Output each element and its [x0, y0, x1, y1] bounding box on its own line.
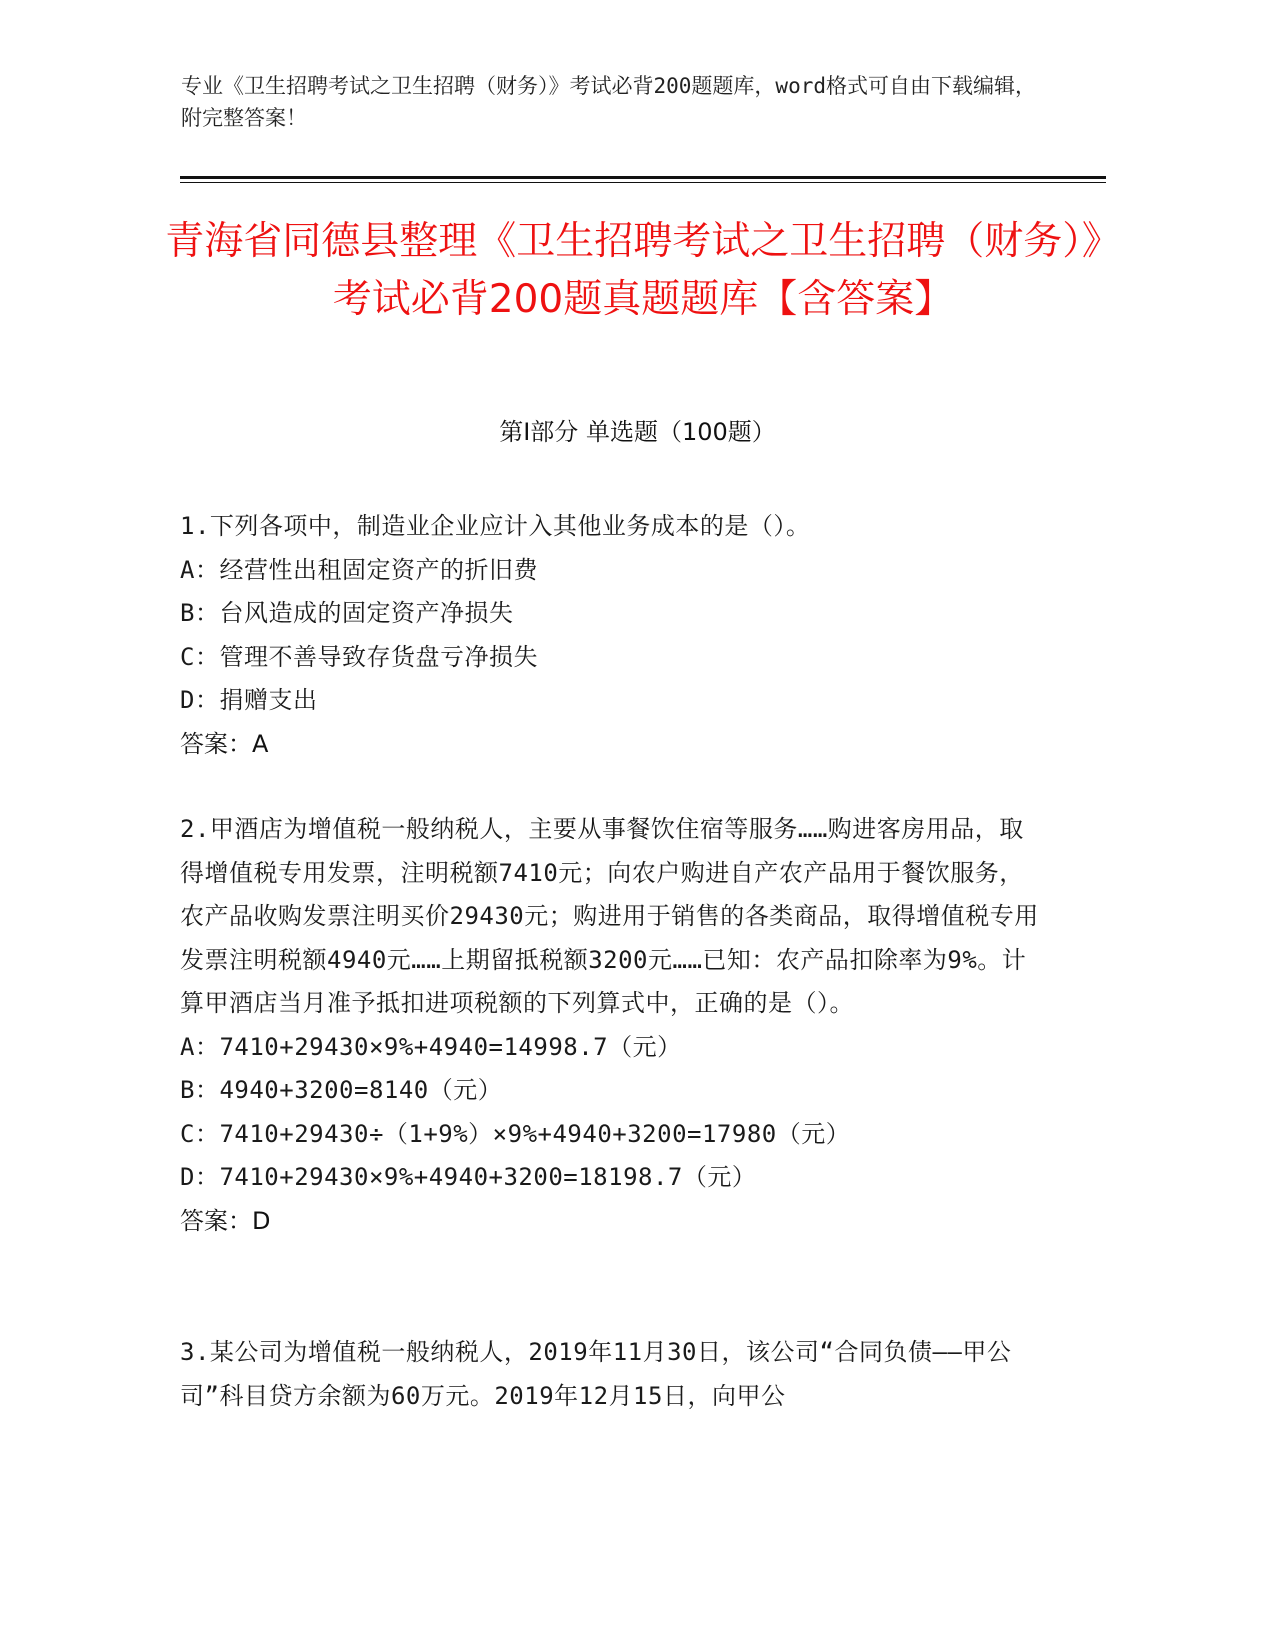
question-stem: 3.某公司为增值税一般纳税人，2019年11月30日，该公司“合同负债——甲公司”科目贷方余额为60万元。2019年12月15日，向甲公	[180, 1338, 1012, 1410]
option-a: A：7410+29430×9%+4940=14998.7（元）	[180, 1032, 682, 1061]
question-item	[180, 505, 1040, 766]
header-divider	[180, 176, 1106, 179]
header-divider-thin	[180, 182, 1106, 183]
option-b: B：台风造成的固定资产净损失	[180, 599, 514, 627]
option-d: D：7410+29430×9%+4940+3200=18198.7（元）	[180, 1163, 757, 1191]
option-c: C：7410+29430÷（1+9%）×9%+4940+3200=17980（元）	[180, 1119, 851, 1148]
answer-line: 答案：A	[180, 729, 269, 758]
option-b: B：4940+3200=8140（元）	[180, 1076, 503, 1104]
option-d: D：捐赠支出	[180, 686, 318, 714]
answer-line: 答案：D	[180, 1206, 271, 1235]
document-title: 青海省同德县整理《卫生招聘考试之卫生招聘（财务）》考试必背200题真题题库【含答案】	[165, 219, 1121, 322]
question-stem: 1.下列各项中，制造业企业应计入其他业务成本的是（）。	[180, 512, 811, 540]
section-title: 第I部分 单选题（100题）	[499, 418, 776, 446]
question-item	[180, 808, 1040, 1243]
option-c: C：管理不善导致存货盘亏净损失	[180, 642, 538, 671]
option-a: A：经营性出租固定资产的折旧费	[180, 555, 538, 584]
header-note: 专业《卫生招聘考试之卫生招聘（财务）》考试必背200题题库，word格式可自由下载编辑，附完整答案！	[181, 74, 1036, 130]
question-item	[180, 1331, 1040, 1418]
question-stem: 2.甲酒店为增值税一般纳税人，主要从事餐饮住宿等服务……购进客房用品，取得增值税专用发票，注明税额7410元；向农户购进自产农产品用于餐饮服务，农产品收购发票注明买价29430元；购进用于销售的各类商品，取得增值税专用发票注明税额4940元……上期留抵税额3200元……已知：农产品扣除率为9%。计算甲酒店当月准予抵扣进项税额的下列算式中，正确的是（）。	[180, 815, 1039, 1017]
